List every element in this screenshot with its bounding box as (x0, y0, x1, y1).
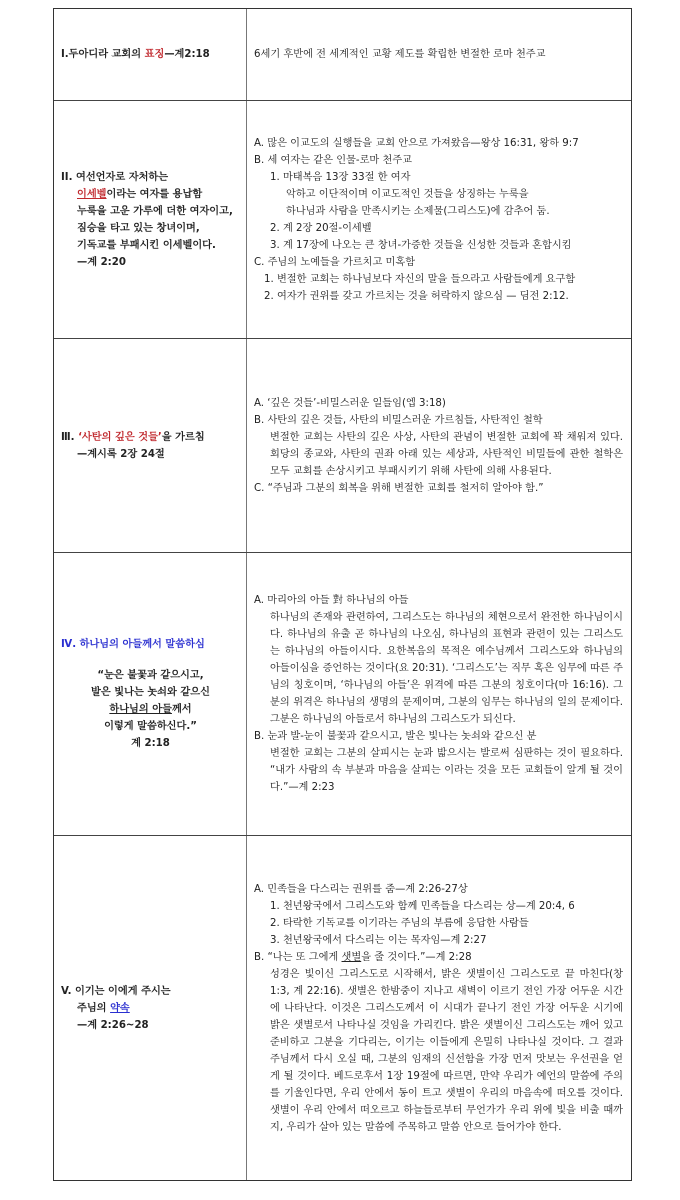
row-1-content: 6세기 후반에 전 세계적인 교황 제도를 확립한 변절한 로마 천주교 (254, 49, 546, 60)
row-2-heading-cell (54, 101, 247, 338)
row-3-heading-cell (54, 339, 247, 552)
point-b-1-detail: 하나님과 사람을 만족시키는 소제물(그리스도)에 감추어 둠. (286, 205, 550, 217)
heading-text: 두아디라 교회의 (68, 49, 145, 60)
point-b-1-detail: 악하고 이단적이며 이교도적인 것들을 상징하는 누룩을 (286, 188, 529, 200)
heading-text: 이라는 여자를 용납함 (106, 188, 203, 200)
point-a: A. ‘깊은 것들’-비밀스러운 일들임(엡 3:18) (254, 397, 446, 409)
table-row-2 (54, 101, 631, 339)
table-row-3 (54, 339, 631, 553)
point-a-3: 3. 천년왕국에서 다스리는 이는 목자임—계 2:27 (270, 934, 487, 946)
row-4-content-cell (247, 553, 631, 835)
highlight-keyword: 표징 (144, 49, 165, 60)
scripture-reference: 계 2:18 (131, 738, 170, 749)
heading-line: II. 여선언자로 자처하는 (61, 171, 169, 183)
heading-text: 을 가르침 (161, 431, 205, 443)
quote-line (61, 701, 240, 718)
point-b-body: 변절한 교회는 사탄의 깊은 사상, 사탄의 관념이 변절한 교회에 꽉 채워져 있다. 회당의 종교와, 사탄의 권좌 아래 있는 세상과, 사탄적인 비밀들에 관한 철학은 모두 교회를 손상시키고 부패시키기 위해 사탄에 의해 사용된다. (270, 431, 623, 477)
row-5-content-cell (247, 836, 631, 1180)
heading-line (61, 186, 240, 203)
scripture-reference: —계2:18 (164, 49, 210, 60)
row-4-heading-cell (54, 553, 247, 835)
roman-numeral: Ⅰ. (61, 49, 69, 60)
point-b-body: 성경은 빛이신 그리스도로 시작해서, 밝은 샛별이신 그리스도로 끝 마친다(창 1:3, 계 22:16). 샛별은 한밤중이 지나고 새벽이 이르기 전인 가장 어두운 시간에 나타난다. 이것은 그리스도께서 이 시대가 끝나기 전인 가장 어두운 시기에 밝은 샛별로서 나타나실 것임을 가리킨다. 밝은 샛별이신 그리스도는 깨어 있고 준비하고 그분을 기다리는, 이기는 이들에게 은밀히 나타나실 것이다. 그 결과 주님께서 다시 오실 때, 그분의 임재의 신선함을 가장 먼저 맛보는 우선권을 얻게 될 것이다. 베드로후서 1장 19절에 따르면, 만약 우리가 예언의 말씀에 주의를 기울인다면, 우리 안에서 동이 트고 샛별이 우리의 마음속에 떠오를 것이다. 샛별이 우리 안에서 떠오르고 하늘들로부터 무언가가 우리 위에 빛을 비출 때까지, 우리가 살아 있는 말씀에 주목하고 말씀 안으로 들어가야 한다. (270, 968, 623, 1133)
highlight-keyword: ‘사탄의 깊은 것들’ (78, 431, 162, 443)
heading-line (61, 429, 240, 446)
point-a: A. 민족들을 다스리는 권위를 줌—계 2:26-27상 (254, 883, 468, 895)
underlined-phrase: 샛별 (341, 951, 362, 963)
spacer (61, 653, 240, 667)
point-c: C. “주님과 그분의 회복을 위해 변절한 교회를 철저히 알아야 함.” (254, 482, 544, 494)
row-4-content (254, 592, 623, 796)
heading-line (61, 1000, 240, 1017)
roman-numeral: Ⅲ. (61, 431, 79, 443)
row-4-heading (61, 636, 240, 752)
row-5-content (254, 881, 623, 1136)
point-a-body: 하나님의 존재와 관련하여, 그리스도는 하나님의 체현으로서 완전한 하나님이시다. 하나님의 유출 곧 하나님의 나오심, 하나님의 표현과 관련이 있는 그리스도는 하나님의 아들이시다. 요한복음의 목적은 예수님께서 그리스도와 하나님의 아들이심을 증언하는 것이다(요 20:31). ‘그리스도’는 직무 혹은 임무에 따른 주님의 칭호이며, ‘하나님의 아들’은 위격에 따른 그분의 칭호이다(마 16:16). 그분의 위격은 하나님의 생명의 문제이며, 그분의 임무는 하나님의 일의 문제이다. 그분은 하나님의 아들로서 하나님의 그리스도가 되신다. (270, 612, 623, 725)
quote-text: 께서 (171, 704, 192, 715)
highlight-keyword: 이세벨 (77, 188, 107, 200)
row-5-heading (61, 983, 240, 1034)
point-b: B. 눈과 발-눈이 불꽃과 같으시고, 발은 빛나는 놋쇠와 같으신 분 (254, 731, 537, 742)
point-c: C. 주님의 노예들을 가르치고 미혹함 (254, 256, 416, 268)
scripture-reference: —계 2:26~28 (77, 1019, 149, 1031)
point-a: A. 많은 이교도의 실행들을 교회 안으로 가져왔음—왕상 16:31, 왕하 9:7 (254, 137, 579, 149)
point-a-2: 2. 타락한 기독교를 이기라는 주님의 부름에 응답한 사람들 (270, 917, 529, 929)
row-2-heading (61, 169, 240, 271)
heading-text: 주님의 (77, 1002, 111, 1014)
table-row-5 (54, 836, 631, 1180)
heading-line (61, 636, 240, 653)
point-b-text: 을 줄 것이다.”—계 2:28 (361, 951, 472, 963)
row-2-content-cell (247, 101, 631, 338)
point-a: A. 마리아의 아들 對 하나님의 아들 (254, 595, 409, 606)
quote-line: 이렇게 말씀하신다.” (104, 721, 197, 732)
point-b-3: 3. 계 17장에 나오는 큰 창녀-가증한 것들을 신성한 것들과 혼합시킴 (270, 239, 572, 251)
quote-line: “눈은 불꽃과 같으시고, (97, 670, 204, 681)
table-row-1 (54, 9, 631, 101)
roman-numeral: Ⅳ. (61, 639, 80, 650)
row-3-content (254, 395, 623, 497)
row-5-heading-cell (54, 836, 247, 1180)
point-b-text: B. “나는 또 그에게 (254, 951, 342, 963)
highlight-keyword: 약속 (110, 1002, 130, 1014)
row-1-heading-cell (54, 9, 247, 100)
point-b: B. 세 여자는 같은 인물-로마 천주교 (254, 154, 413, 166)
row-1-content-cell (247, 9, 631, 100)
point-c-2: 2. 여자가 권위를 갖고 가르치는 것을 허락하지 않으심 — 딤전 2:12. (264, 290, 569, 302)
point-b-1: 1. 마태복음 13장 33절 한 여자 (270, 171, 411, 183)
row-1-heading (61, 46, 240, 63)
point-b: B. 사탄의 깊은 것들, 사탄의 비밀스러운 가르침들, 사탄적인 철학 (254, 414, 543, 426)
quote-line: 발은 빛나는 놋쇠와 같으신 (91, 687, 210, 698)
heading-line: 누룩을 고운 가루에 더한 여자이고, (77, 205, 233, 217)
heading-line: 기독교를 부패시킨 이세벨이다. (77, 239, 216, 251)
point-b (254, 949, 623, 966)
row-3-heading (61, 429, 240, 463)
point-b-body: 변절한 교회는 그분의 살피시는 눈과 밟으시는 발로써 심판하는 것이 필요하다. “내가 사람의 속 부분과 마음을 살피는 이라는 것을 모든 교회들이 알게 될 것이다.”—계 2:23 (270, 748, 623, 793)
heading-line: 짐승을 타고 있는 창녀이며, (77, 222, 200, 234)
heading-text: 하나님의 아들께서 말씀하심 (79, 639, 205, 650)
underlined-phrase: 하나님의 아들 (109, 704, 172, 715)
row-3-content-cell (247, 339, 631, 552)
point-b-2: 2. 계 2장 20절-이세벨 (270, 222, 372, 234)
heading-line: V. 이기는 이에게 주시는 (61, 985, 171, 997)
outline-table (53, 8, 632, 1181)
scripture-reference: —계 2:20 (77, 256, 126, 268)
table-row-4 (54, 553, 631, 836)
row-2-content (254, 135, 623, 305)
point-c-1: 1. 변절한 교회는 하나님보다 자신의 말을 들으라고 사람들에게 요구함 (264, 273, 576, 285)
scripture-reference: —계시록 2장 24절 (77, 448, 165, 460)
point-a-1: 1. 천년왕국에서 그리스도와 함께 민족들을 다스리는 상—계 20:4, 6 (270, 900, 575, 912)
